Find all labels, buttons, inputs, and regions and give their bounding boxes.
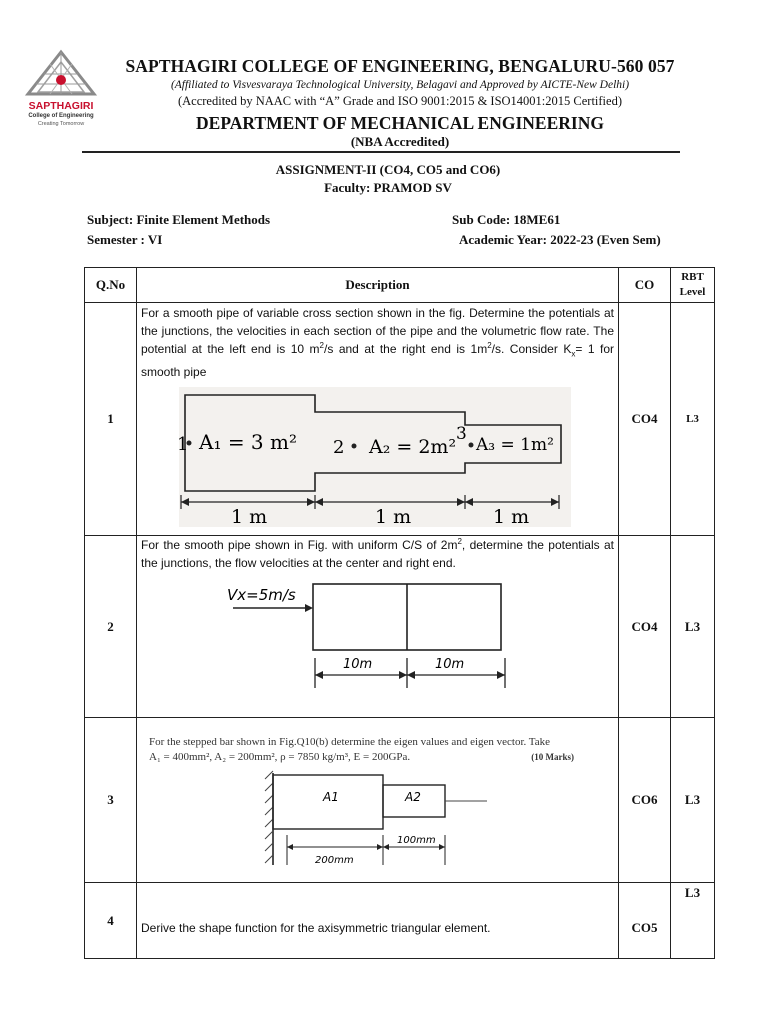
table-row — [85, 718, 715, 883]
question-text: For the smooth pipe shown in Fig. with uniform C/S of $2m^2$, determine the potentials at the junctions, the flow velocities at the center and right end. — [141, 537, 614, 570]
length-label: 10m — [343, 657, 373, 672]
velocity-label: Vx=5m/s — [227, 586, 296, 604]
question-text: Derive the shape function for the axisymmetric triangular element. — [141, 920, 491, 935]
question-data: A₁ = 400mm², A₂ = 200mm², ρ = 7850 kg/m³, E = 200GPa. (10 Marks) — [141, 750, 614, 765]
stepped-bar-figure — [261, 769, 491, 869]
college-name: SAPTHAGIRI COLLEGE OF ENGINEERING, BENGALURU-560 057 — [125, 56, 675, 76]
logo-tagline: Creating Tomorrow — [37, 121, 85, 127]
table-row — [85, 883, 715, 959]
area-label: A₃ = 1m² — [476, 435, 554, 456]
area-label: A₁ = 3 m² — [199, 430, 297, 455]
length-label: 1 m — [493, 506, 530, 529]
node-label: 3 — [456, 424, 467, 445]
table-row — [85, 303, 715, 536]
length-label: 100mm — [397, 835, 436, 846]
accreditation-line: (Accredited by NAAC with “A” Grade and ISO 9001:2015 & ISO14001:2015 Certified) — [177, 94, 622, 108]
description-cell — [137, 718, 619, 883]
question-table — [84, 267, 715, 959]
sub-code-line: Sub Code: 18ME61 — [452, 212, 561, 227]
assignment-title: ASSIGNMENT-II (CO4, CO5 and CO6) — [275, 162, 501, 177]
node-label: 2 — [333, 437, 345, 459]
area-label: A₂ = 2m² — [369, 436, 457, 459]
rbt-cell: L3 — [671, 536, 715, 718]
description-cell — [137, 536, 619, 718]
header-rbt: RBT Level — [671, 268, 715, 303]
logo-subtitle: College of Engineering — [28, 113, 94, 119]
node-label: 1 — [177, 434, 189, 456]
affiliation-line: (Affiliated to Visvesvaraya Technological University, Belagavi and Approved by AICTE-New Delhi) — [170, 79, 630, 91]
pipe-figure-2 — [225, 578, 525, 698]
pipe-figure-1 — [179, 387, 571, 527]
logo-wordmark: SAPTHAGIRI — [28, 100, 94, 112]
semester-line: Semester : VI — [87, 232, 163, 247]
faculty-line: Faculty: PRAMOD SV — [324, 180, 452, 195]
description-cell — [137, 303, 619, 536]
nba-line: (NBA Accredited) — [350, 134, 450, 149]
header-co: CO — [619, 268, 671, 303]
table-header-row — [85, 268, 715, 303]
question-text: For the stepped bar shown in Fig.Q10(b) determine the eigen values and eigen vector. Take — [149, 736, 551, 748]
length-label: 1 m — [231, 506, 268, 529]
header-divider — [82, 151, 680, 153]
area-label: A1 — [323, 790, 339, 804]
co-cell: CO5 — [619, 883, 671, 959]
header-description: Description — [137, 268, 619, 303]
co-cell: CO4 — [619, 536, 671, 718]
department-name: DEPARTMENT OF MECHANICAL ENGINEERING — [196, 113, 604, 133]
description-cell — [137, 883, 619, 959]
college-logo — [24, 50, 98, 130]
question-text: For a smooth pipe of variable cross section shown in the fig. Determine the potentials at the junctions, the velocities in each section of the pipe and the volumetric flow rate. The potential at the left end is 10 $m^2/s$ and at the right end is $1m^2/s$. Consider $K_x= 1$ for smooth pipe — [141, 306, 614, 380]
co-cell: CO4 — [619, 303, 671, 536]
rbt-cell: L3 — [671, 718, 715, 883]
qno-cell: 2 — [85, 536, 137, 718]
rbt-cell: L3 — [671, 303, 715, 536]
marks-label: (10 Marks) — [531, 752, 574, 762]
qno-cell: 3 — [85, 718, 137, 883]
length-label: 10m — [435, 657, 465, 672]
qno-cell: 4 — [85, 883, 137, 959]
area-label: A2 — [405, 790, 421, 804]
header-qno: Q.No — [85, 268, 137, 303]
length-label: 1 m — [375, 506, 412, 529]
co-cell: CO6 — [619, 718, 671, 883]
table-row — [85, 536, 715, 718]
qno-cell: 1 — [85, 303, 137, 536]
length-label: 200mm — [315, 855, 354, 866]
academic-year-line: Academic Year: 2022-23 (Even Sem) — [459, 232, 661, 247]
logo-emblem-icon — [24, 50, 98, 102]
rbt-cell: L3 — [671, 883, 715, 959]
subject-line: Subject: Finite Element Methods — [87, 212, 271, 227]
